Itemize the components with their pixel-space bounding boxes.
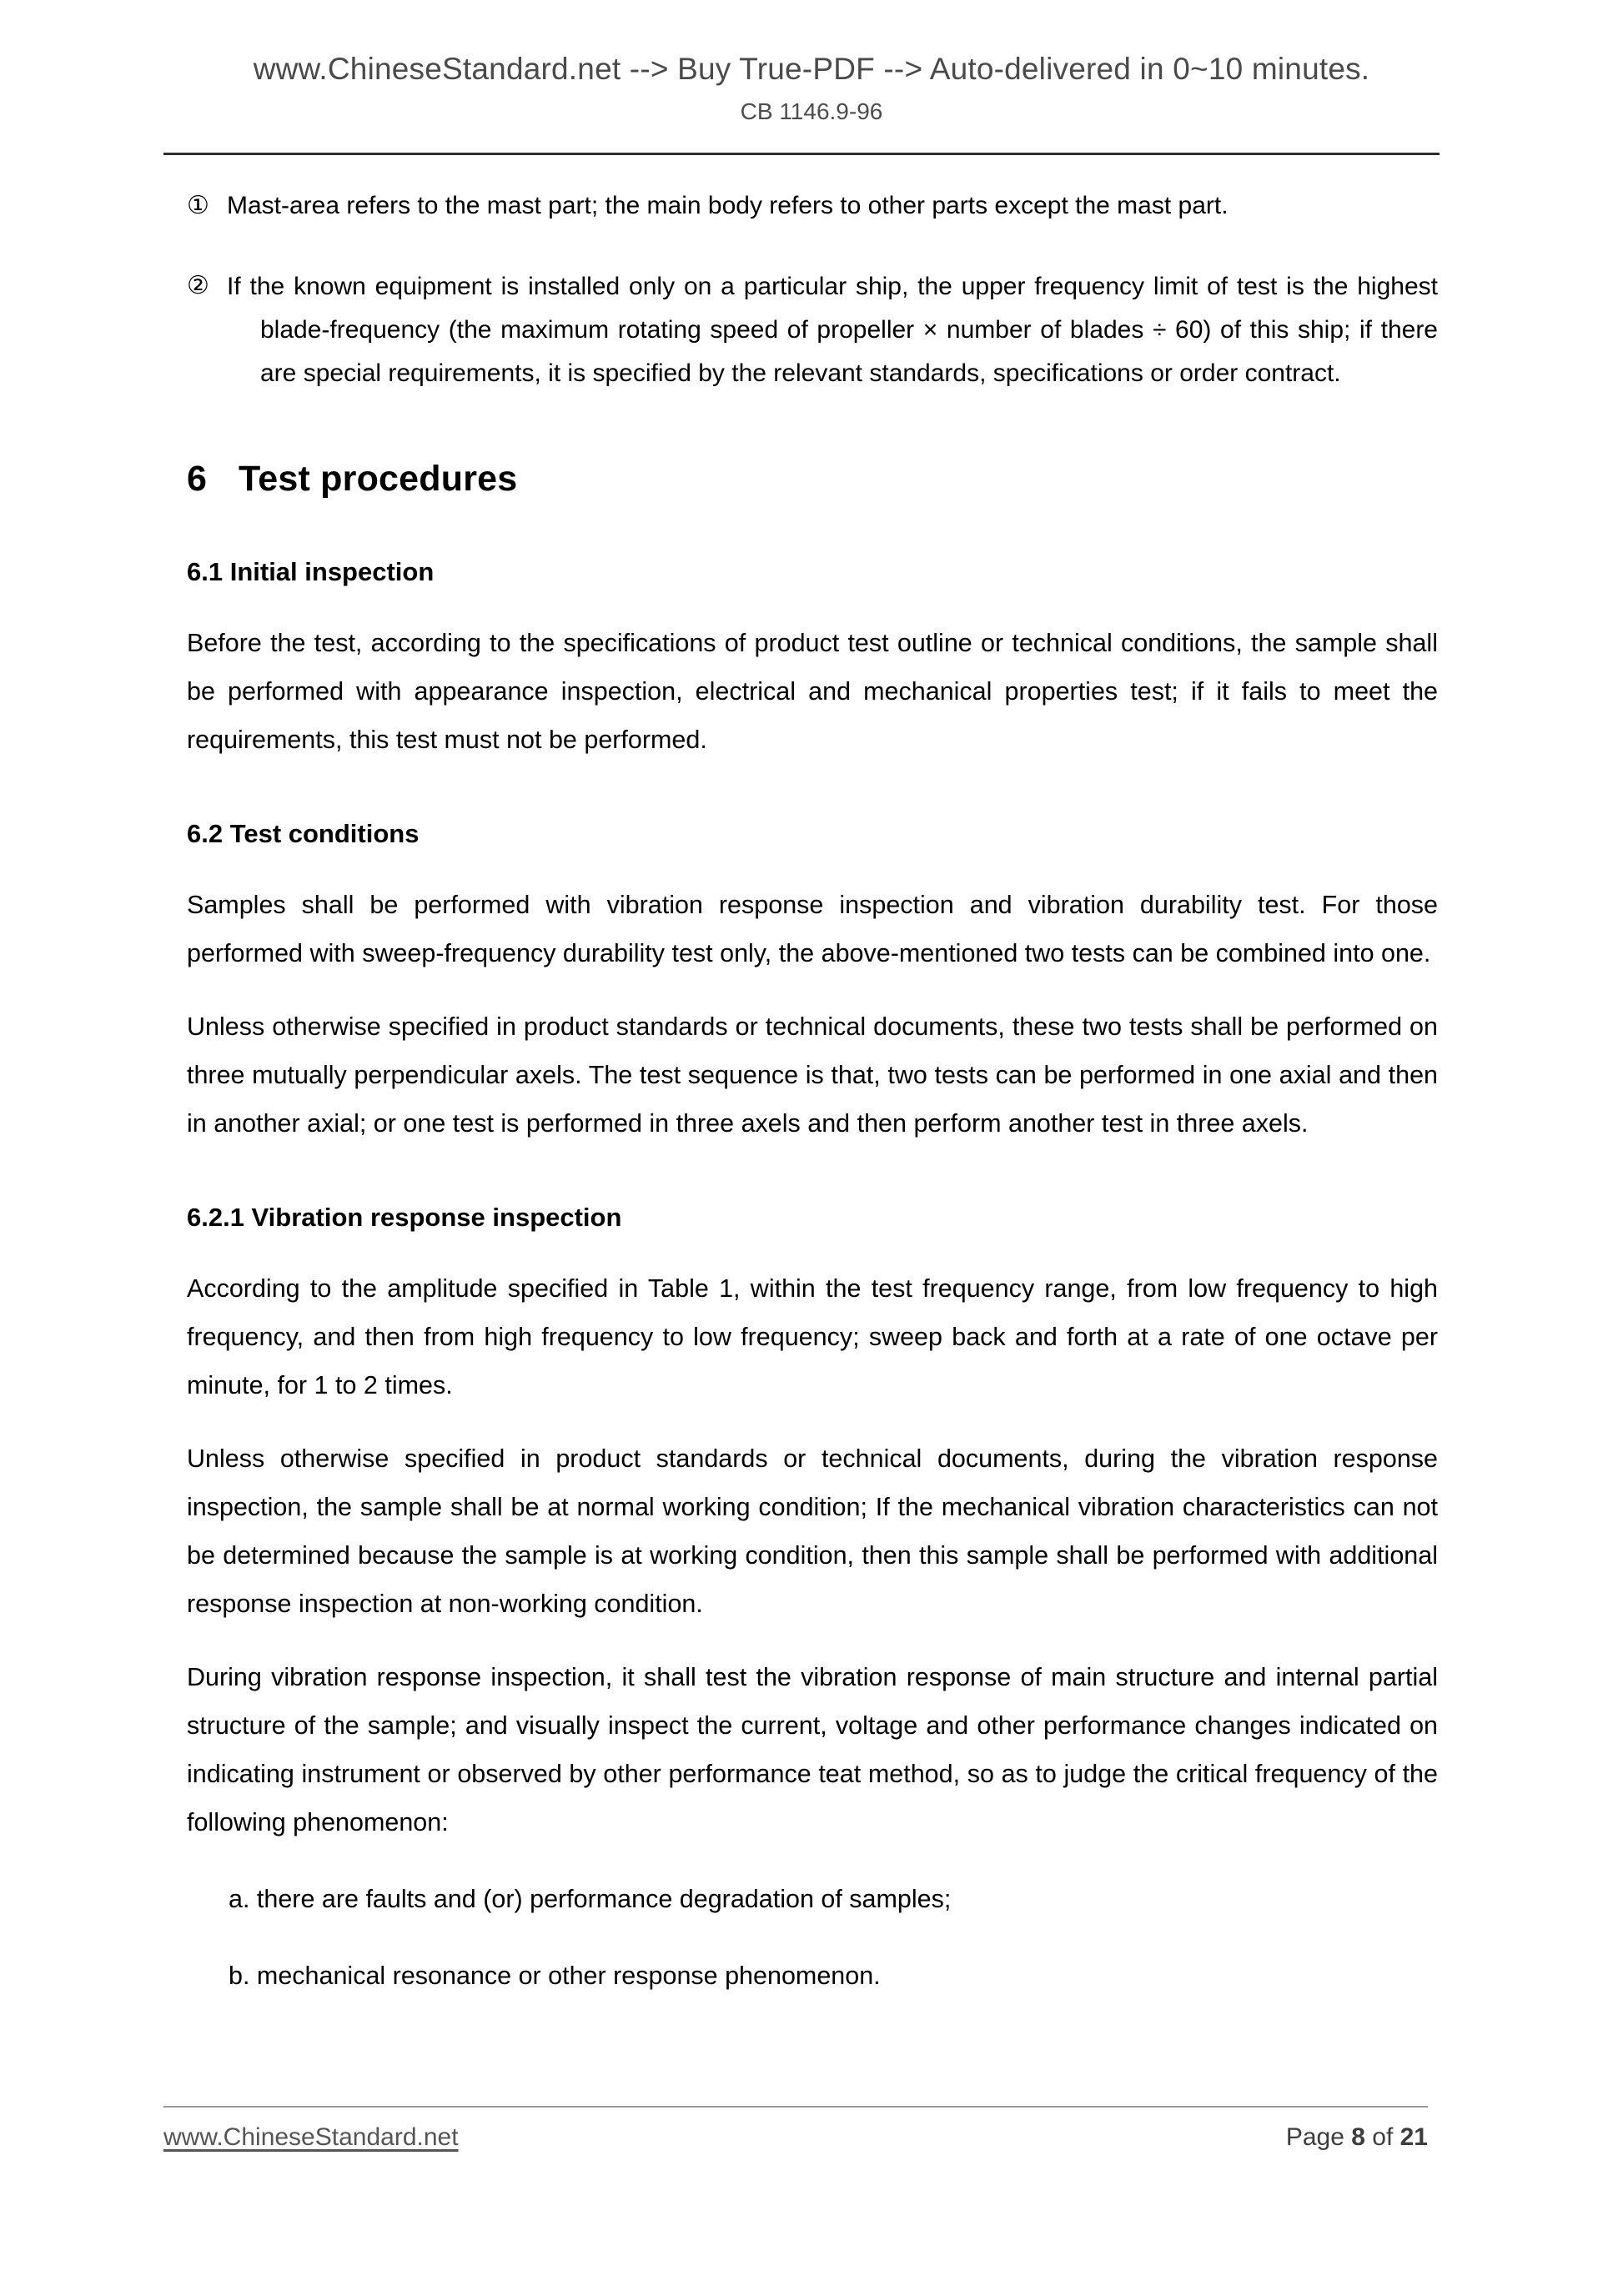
footnote-text-2: If the known equipment is installed only on a particular ship, the upper frequency limit of test is the highest blade-frequency (the maximum rotating speed of propeller × number of blades ÷ 60) of this ship; if there are special requirements, it is specified by the relevant standards, specifications or order contract. <box>227 273 1438 387</box>
list-item: a. there are faults and (or) performance degradation of samples; <box>229 1885 952 1913</box>
section-number: 6 <box>187 459 208 499</box>
page-label-prefix: Page <box>1285 2123 1352 2151</box>
page-content <box>187 185 1438 2000</box>
subsection-heading-6-1: 6.1 Initial inspection <box>187 557 435 586</box>
promo-banner: www.ChineseStandard.net --> Buy True-PDF --> Auto-delivered in 0~10 minutes. <box>253 52 1370 86</box>
subsection-heading-6-2: 6.2 Test conditions <box>187 819 420 848</box>
paragraph: Unless otherwise specified in product standards or technical documents, during the vibration response inspection, the sample shall be at normal working condition; If the mechanical vibration characteristics can not be determined because the sample is at working condition, then this sample shall be performed with additional response inspection at non-working condition. <box>187 1444 1438 1618</box>
footnote-marker-1: ① <box>187 192 209 219</box>
page-of-label: of <box>1364 2123 1400 2151</box>
footnote-text-1: Mast-area refers to the mast part; the main body refers to other parts except the mast part. <box>227 192 1229 219</box>
paragraph: Before the test, according to the specifications of product test outline or technical conditions, the sample shall be performed with appearance inspection, electrical and mechanical properties test; if it fails to meet the requirements, this test must not be performed. <box>187 629 1438 754</box>
page-header <box>0 0 1623 125</box>
footnote-item <box>187 185 1438 227</box>
paragraph: According to the amplitude specified in Table 1, within the test frequency range, from low frequency to high frequency, and then from high frequency to low frequency; sweep back and forth at a rate of one octave per minute, for 1 to 2 times. <box>187 1274 1438 1399</box>
page-number <box>1286 2123 1428 2152</box>
footnote-marker-2: ② <box>187 272 209 299</box>
standard-number: CB 1146.9-96 <box>740 98 883 124</box>
header-divider <box>163 153 1440 155</box>
subsection-heading-6-2-1: 6.2.1 Vibration response inspection <box>187 1203 622 1232</box>
section-heading <box>187 455 1438 502</box>
section-title-text: Test procedures <box>239 459 518 499</box>
page-current: 8 <box>1351 2123 1365 2151</box>
footnote-item <box>187 265 1438 395</box>
paragraph: Samples shall be performed with vibration response inspection and vibration durability test. For those performed with sweep-frequency durability test only, the above-mentioned two tests can be combined into one. <box>187 891 1438 967</box>
footer-divider <box>163 2106 1428 2108</box>
page-total: 21 <box>1399 2123 1428 2151</box>
list-item: b. mechanical resonance or other response phenomenon. <box>229 1962 881 1990</box>
footer-website-link[interactable]: www.ChineseStandard.net <box>163 2123 459 2151</box>
paragraph: Unless otherwise specified in product standards or technical documents, these two tests shall be performed on three mutually perpendicular axels. The test sequence is that, two tests can be performed in one axial and then in another axial; or one test is performed in three axels and then perform another test in three axels. <box>187 1012 1438 1138</box>
page-footer <box>163 2123 1428 2152</box>
paragraph: During vibration response inspection, it shall test the vibration response of main structure and internal partial structure of the sample; and visually inspect the current, voltage and other performance changes indicated on indicating instrument or observed by other performance teat method, so as to judge the critical frequency of the following phenomenon: <box>187 1663 1438 1836</box>
